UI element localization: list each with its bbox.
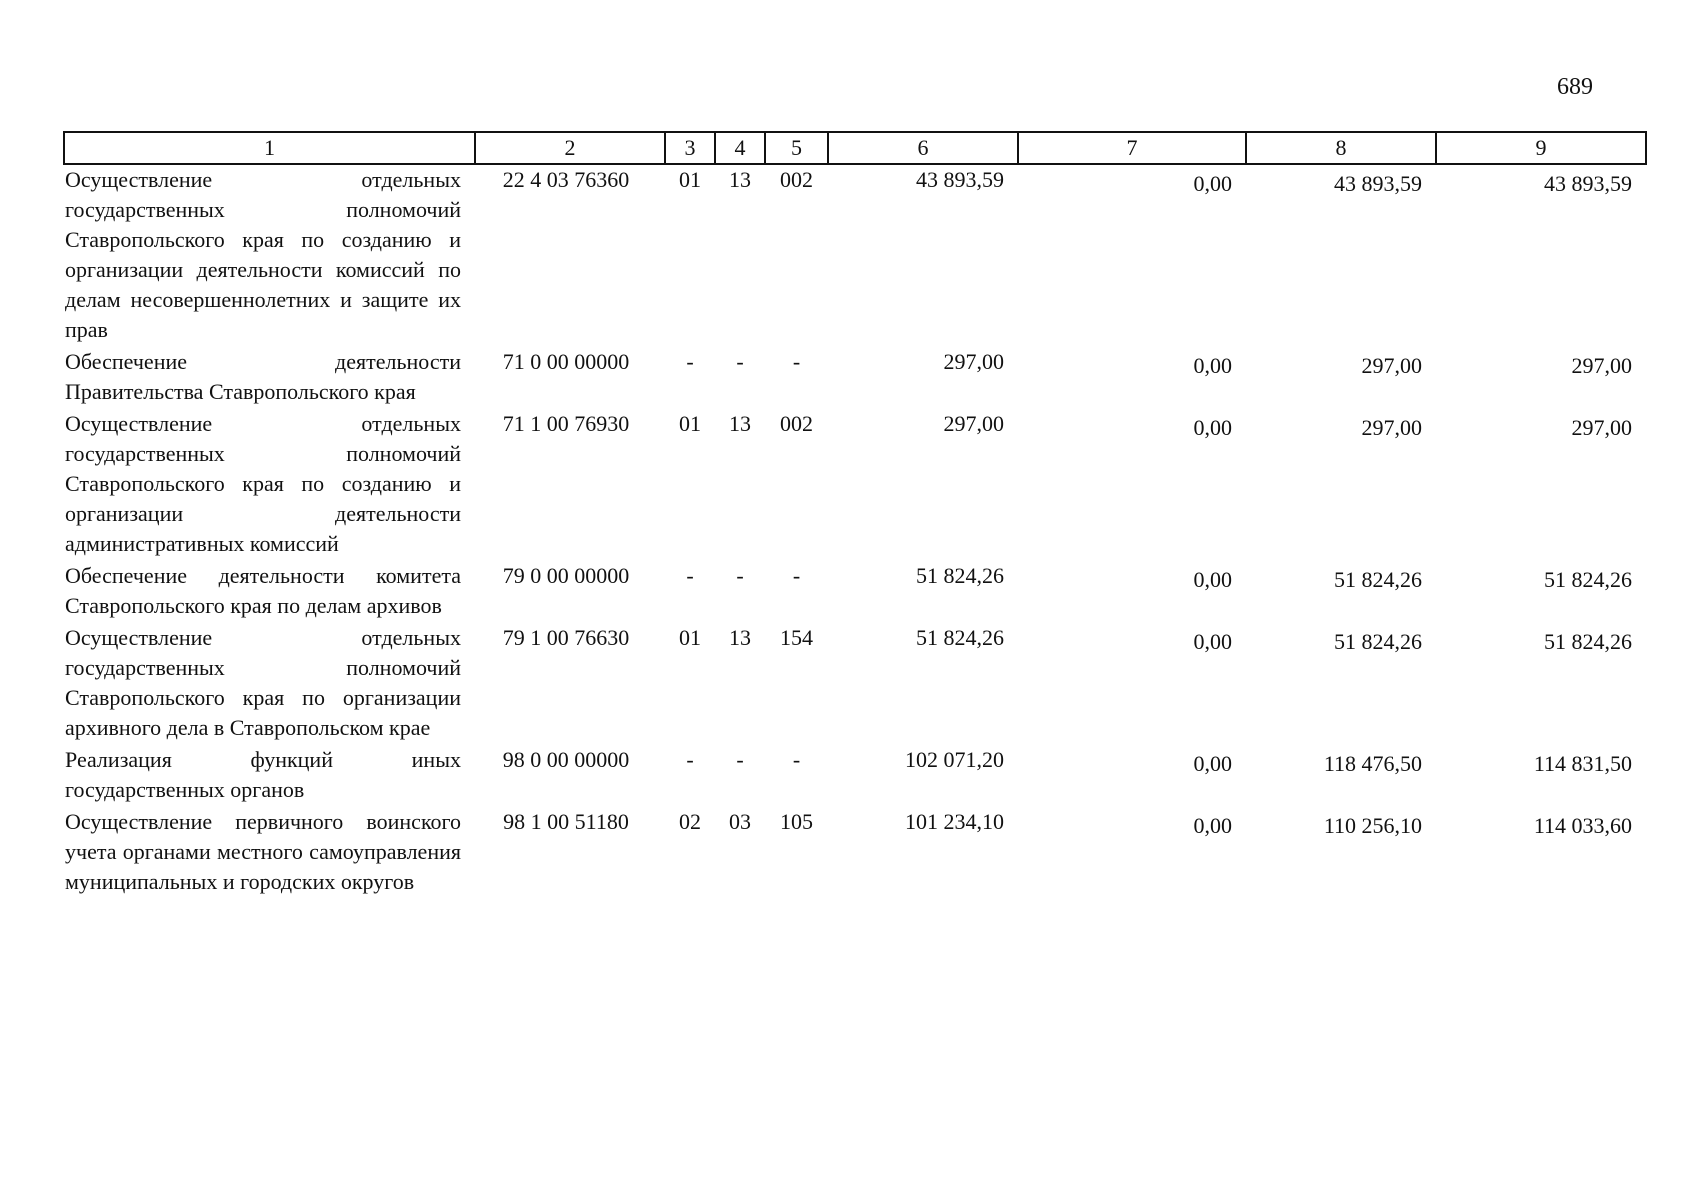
header-cell: 9 [1436,132,1646,164]
row-col9: 297,00 [1571,415,1632,440]
row-col8: 51 824,26 [1334,567,1422,592]
row-col7: 0,00 [1193,415,1232,440]
row-code: 71 0 00 00000 [502,349,630,374]
table-row [64,745,1646,807]
page-number: 689 [1557,74,1593,100]
row-subsection: 03 [729,809,751,834]
row-section: - [686,563,694,588]
table-row [64,623,1646,745]
row-col9: 43 893,59 [1544,171,1632,196]
row-org: - [792,747,801,772]
row-col8: 118 476,50 [1323,751,1422,776]
row-col8: 297,00 [1361,415,1422,440]
row-section: - [686,349,694,374]
header-row [64,132,1646,164]
row-col6: 51 824,26 [916,625,1004,650]
table-row [64,807,1646,899]
row-section: 02 [679,809,701,834]
row-code: 71 1 00 76930 [502,411,630,436]
row-code: 79 0 00 00000 [502,563,630,588]
header-cell: 7 [1018,132,1246,164]
table-row [64,164,1646,347]
header-cell: 1 [64,132,475,164]
row-org: - [792,349,801,374]
row-col7: 0,00 [1193,171,1232,196]
row-col9: 297,00 [1571,353,1632,378]
header-cell: 4 [715,132,765,164]
table-row [64,561,1646,623]
row-section: - [686,747,694,772]
row-code: 22 4 03 76360 [502,167,630,192]
row-col6: 297,00 [943,411,1004,436]
row-col9: 51 824,26 [1544,567,1632,592]
row-code: 98 1 00 51180 [503,809,629,834]
table-row [64,347,1646,409]
row-section: 01 [679,625,701,650]
budget-table [63,131,1647,899]
row-name: Осуществление первичного воинского учета органами местного самоуправления муниципальных и городских округов [65,809,461,894]
row-col6: 297,00 [943,349,1004,374]
row-code: 79 1 00 76630 [502,625,630,650]
row-org: 154 [780,625,813,650]
row-name: Осуществление отдельных государственных полномочий Ставропольского края по организации архивного дела в Ставропольском крае [65,625,461,740]
row-col7: 0,00 [1193,751,1232,776]
row-subsection: - [736,349,744,374]
row-name: Обеспечение деятельности комитета Ставропольского края по делам архивов [65,563,461,618]
row-subsection: 13 [729,167,751,192]
row-org: 002 [780,411,813,436]
header-cell: 8 [1246,132,1436,164]
row-col9: 114 033,60 [1533,813,1632,838]
row-subsection: 13 [729,411,751,436]
header-cell: 3 [665,132,715,164]
row-section: 01 [679,411,701,436]
header-cell: 6 [828,132,1018,164]
table-row [64,409,1646,561]
row-col7: 0,00 [1193,629,1232,654]
row-name: Осуществление отдельных государственных полномочий Ставропольского края по созданию и организации деятельности административных комиссий [65,411,461,556]
row-subsection: - [736,563,744,588]
row-col7: 0,00 [1193,353,1232,378]
row-col7: 0,00 [1193,567,1232,592]
row-subsection: 13 [729,625,751,650]
row-subsection: - [736,747,744,772]
row-col9: 114 831,50 [1533,751,1632,776]
row-name: Реализация функций иных государственных органов [65,747,461,802]
row-col8: 110 256,10 [1323,813,1422,838]
row-col6: 102 071,20 [905,747,1004,772]
row-col6: 101 234,10 [905,809,1004,834]
row-code: 98 0 00 00000 [502,747,630,772]
row-col6: 51 824,26 [916,563,1004,588]
row-org: 105 [780,809,813,834]
row-col6: 43 893,59 [916,167,1004,192]
row-org: 002 [780,167,813,192]
row-section: 01 [679,167,701,192]
row-col7: 0,00 [1193,813,1232,838]
row-col9: 51 824,26 [1544,629,1632,654]
header-cell: 5 [765,132,828,164]
row-col8: 297,00 [1361,353,1422,378]
header-cell: 2 [475,132,665,164]
row-org: - [792,563,801,588]
row-col8: 43 893,59 [1334,171,1422,196]
row-name: Осуществление отдельных государственных полномочий Ставропольского края по созданию и организации деятельности комиссий по делам несовершеннолетних и защите их прав [65,167,461,342]
row-name: Обеспечение деятельности Правительства Ставропольского края [65,349,461,404]
row-col8: 51 824,26 [1334,629,1422,654]
